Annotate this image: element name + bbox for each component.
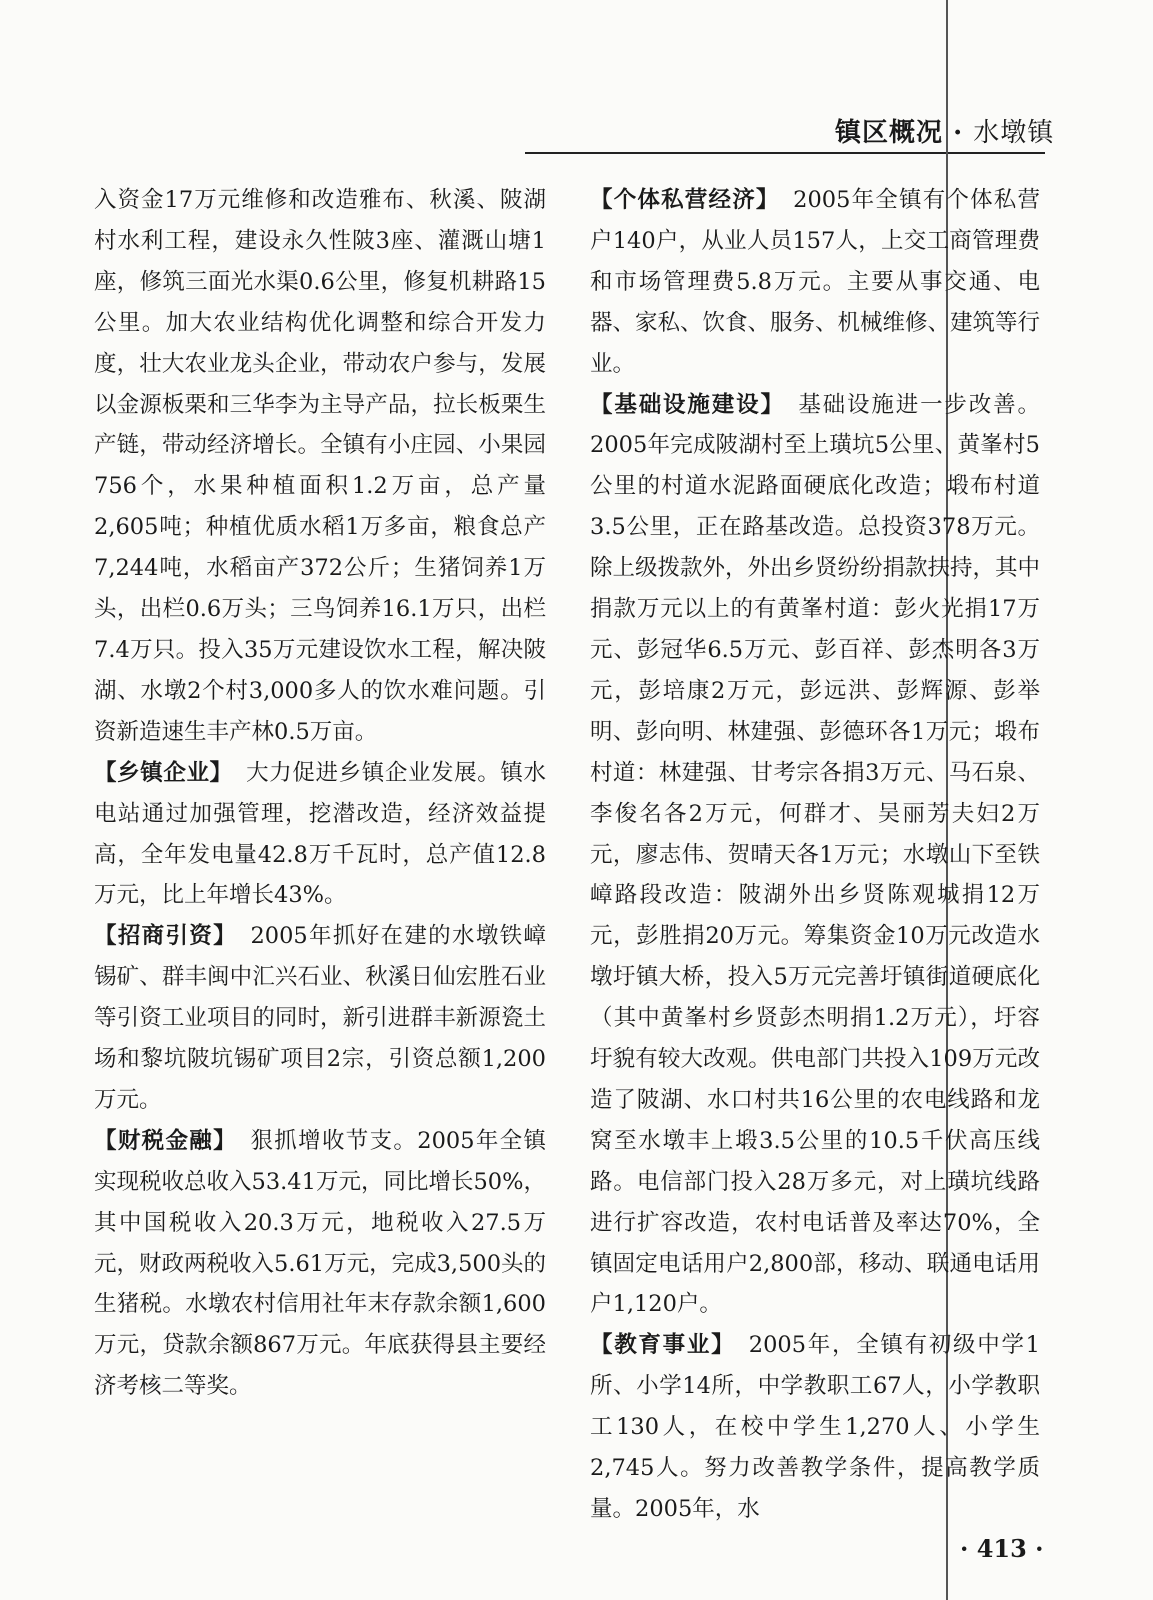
section-heading: 【乡镇企业】 — [94, 759, 233, 786]
section-heading: 【教育事业】 — [590, 1332, 736, 1359]
paragraph-text: 2005年抓好在建的水墩铁嶂锡矿、群丰闽中汇兴石业、秋溪日仙宏胜石业等引资工业项目的同时，新引进群丰新源瓷土场和黎坑陂坑锡矿项目2宗，引资总额1,200万元。 — [94, 923, 546, 1113]
paragraph-text: 入资金17万元维修和改造雅布、秋溪、陂湖村水利工程，建设永久性陂3座、灌溉山塘1座，修筑三面光水渠0.6公里，修复机耕路15公里。加大农业结构优化调整和综合开发力度，壮大农业龙头企业，带动农户参与，发展以金源板栗和三华李为主导产品，拉长板栗生产链，带动经济增长。全镇有小庄园、小果园756个，水果种植面积1.2万亩，总产量2,605吨；种植优质水稻1万多亩，粮食总产7,244吨，水稻亩产372公斤；生猪饲养1万头，出栏0.6万头；三鸟饲养16.1万只，出栏7.4万只。投入35万元建设饮水工程，解决陂湖、水墩2个村3,000多人的饮水难问题。引资新造速生丰产林0.5万亩。 — [94, 187, 546, 745]
left-column — [94, 180, 546, 1407]
running-header — [835, 112, 1054, 149]
header-separator: · — [953, 118, 964, 148]
paragraph-township-enterprise — [94, 753, 546, 917]
paragraph-education — [590, 1325, 1040, 1530]
paragraph-investment — [94, 916, 546, 1121]
paragraph-text: 2005年全镇有个体私营户140户，从业人员157人，上交工商管理费和市场管理费5.8万元。主要从事交通、电器、家私、饮食、服务、机械维修、建筑等行业。 — [590, 187, 1041, 377]
page-number: · 413 · — [960, 1534, 1044, 1563]
paragraph-text: 基础设施进一步改善。2005年完成陂湖村至上璜坑5公里、黄峯村5公里的村道水泥路面硬底化改造；塅布村道3.5公里，正在路基改造。总投资378万元。除上级拨款外，外出乡贤纷纷捐款扶持，其中捐款万元以上的有黄峯村道：彭火光捐17万元、彭冠华6.5万元、彭百祥、彭杰明各3万元，彭培康2万元，彭远洪、彭辉源、彭举明、彭向明、林建强、彭德环各1万元；塅布村道：林建强、甘考宗各捐3万元、马石泉、李俊名各2万元，何群才、吴丽芳夫妇2万元，廖志伟、贺晴天各1万元；水墩山下至铁嶂路段改造：陂湖外出乡贤陈观城捐12万元，彭胜捐20万元。筹集资金10万元改造水墩圩镇大桥，投入5万元完善圩镇街道硬底化（其中黄峯村乡贤彭杰明捐1.2万元），圩容圩貌有较大改观。供电部门共投入109万元改造了陂湖、水口村共16公里的农电线路和龙窝至水墩丰上塅3.5公里的10.5千伏高压线路。电信部门投入28万多元，对上璜坑线路进行扩容改造，农村电话普及率达70%，全镇固定电话用户2,800部，移动、联通电话用户1,120户。 — [590, 391, 1041, 1318]
paragraph-text: 大力促进乡镇企业发展。镇水电站通过加强管理，挖潜改造，经济效益提高，全年发电量42.8万千瓦时，总产值12.8万元，比上年增长43%。 — [94, 759, 546, 909]
section-heading: 【招商引资】 — [94, 923, 237, 950]
header-town: 水墩镇 — [973, 118, 1055, 148]
header-section: 镇区概况 — [835, 118, 944, 148]
paragraph-private-economy — [590, 180, 1040, 385]
paragraph-text: 狠抓增收节支。2005年全镇实现税收总收入53.41万元，同比增长50%，其中国税收入20.3万元，地税收入27.5万元，财政两税收入5.61万元，完成3,500头的生猪税。水墩农村信用社年末存款余额1,600万元，贷款余额867万元。年底获得县主要经济考核二等奖。 — [94, 1127, 547, 1400]
paragraph-finance-tax — [94, 1121, 546, 1407]
paragraph-text: 2005年，全镇有初级中学1所、小学14所，中学教职工67人，小学教职工130人，在校中学生1,270人、小学生2,745人。努力改善教学条件，提高教学质量。2005年，水 — [590, 1332, 1040, 1522]
section-heading: 【个体私营经济】 — [590, 187, 780, 213]
right-column — [590, 180, 1040, 1530]
header-rule — [525, 152, 1045, 154]
paragraph-agriculture — [94, 180, 546, 753]
section-heading: 【财税金融】 — [94, 1127, 237, 1154]
paragraph-infrastructure — [590, 385, 1040, 1326]
section-heading: 【基础设施建设】 — [590, 391, 785, 418]
